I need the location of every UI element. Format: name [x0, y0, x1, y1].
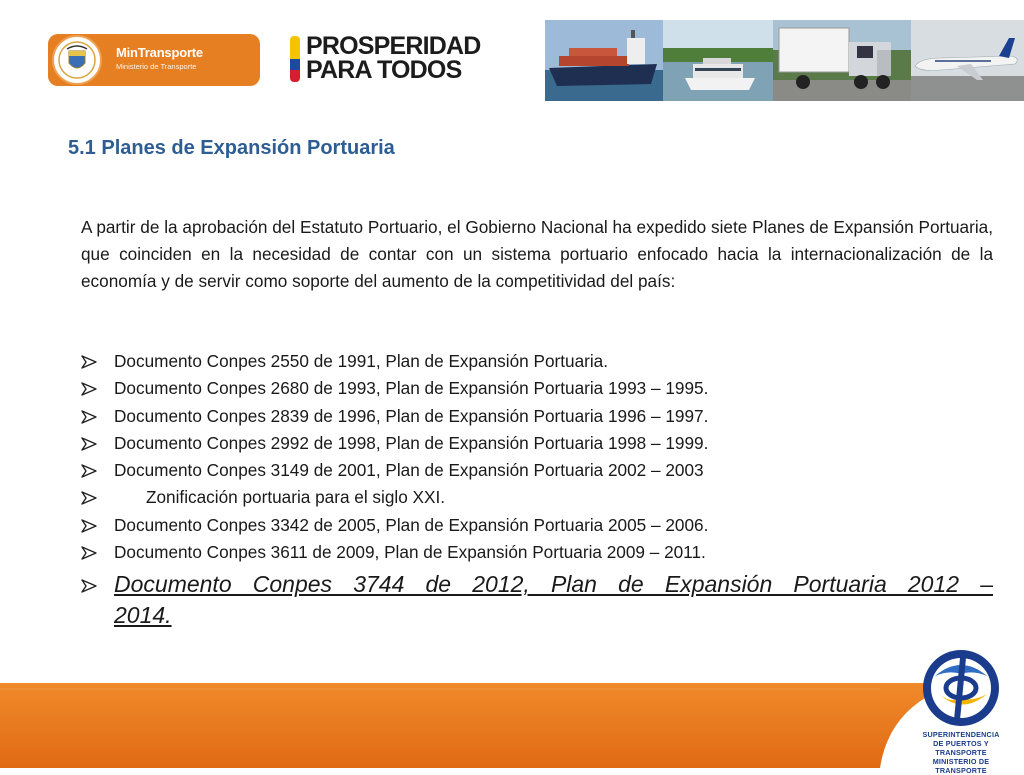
list-item — [81, 457, 993, 484]
list-item — [81, 403, 993, 430]
arrow-bullet-icon — [81, 355, 97, 369]
supertransporte-line-3: MINISTERIO DE TRANSPORTE — [932, 757, 990, 775]
arrow-bullet-icon — [81, 546, 97, 560]
campaign-line-2: PARA TODOS — [306, 56, 462, 84]
highlight-item-line-2: 2014. — [114, 602, 172, 629]
supertransporte-emblem-icon — [913, 646, 1009, 728]
mintransporte-logo — [48, 34, 260, 86]
supertransporte-wordmark — [908, 730, 1014, 775]
arrow-bullet-icon — [81, 579, 97, 593]
list-item-text: Documento Conpes 2550 de 1991, Plan de Expansión Portuaria. — [114, 351, 608, 371]
prosperidad-para-todos-logo — [290, 34, 500, 86]
ferry-photo — [663, 20, 773, 101]
colombia-coat-of-arms-icon — [52, 35, 102, 85]
supertransporte-line-2: DE PUERTOS Y TRANSPORTE — [933, 739, 989, 757]
arrow-bullet-icon — [81, 437, 97, 451]
list-item-text: Documento Conpes 2992 de 1998, Plan de Expansión Portuaria 1998 – 1999. — [114, 432, 709, 453]
arrow-bullet-icon — [81, 464, 97, 478]
slide-title: 5.1 Planes de Expansión Portuaria — [68, 137, 395, 159]
truck-photo — [773, 20, 911, 101]
ministry-name: MinTransporte — [116, 45, 203, 60]
colombia-flag-icon — [290, 36, 300, 82]
intro-paragraph: A partir de la aprobación del Estatuto Portuario, el Gobierno Nacional ha expedido siete Planes de Expansión Portuaria, que coinciden en la necesidad de contar con un sistema portuario enfocado hacia la internacionalización de la economía y de servir como soporte del aumento de la competitividad del país: — [81, 217, 993, 291]
conpes-document-list — [81, 348, 993, 631]
list-item — [81, 348, 993, 375]
ship-photo — [545, 20, 663, 101]
ministry-subtitle: Ministerio de Transporte — [116, 62, 197, 71]
list-item — [81, 430, 993, 457]
list-item-text: Documento Conpes 2839 de 1996, Plan de Expansión Portuaria 1996 – 1997. — [114, 405, 709, 426]
list-item-text: Documento Conpes 2680 de 1993, Plan de Expansión Portuaria 1993 – 1995. — [114, 378, 709, 399]
arrow-bullet-icon — [81, 410, 97, 424]
list-item — [81, 539, 993, 566]
arrow-bullet-icon — [81, 519, 97, 533]
campaign-line-1: PROSPERIDAD — [306, 32, 481, 60]
list-item-text: Documento Conpes 3611 de 2009, Plan de Expansión Portuaria 2009 – 2011. — [114, 542, 706, 563]
list-item-text: Documento Conpes 3342 de 2005, Plan de Expansión Portuaria 2005 – 2006. — [114, 514, 709, 535]
footer-orange-band — [0, 683, 1024, 768]
list-item — [81, 512, 993, 539]
transport-photo-strip — [545, 20, 1024, 101]
highlight-item-line-1: Documento Conpes 3744 de 2012, Plan de Expansión Portuaria 2012 – — [114, 571, 993, 598]
arrow-bullet-icon — [81, 382, 97, 396]
list-item — [81, 375, 993, 402]
supertransporte-line-1: SUPERINTENDENCIA — [922, 730, 1000, 739]
list-item-text: Documento Conpes 3149 de 2001, Plan de Expansión Portuaria 2002 – 2003 — [114, 460, 704, 481]
arrow-bullet-icon — [81, 491, 97, 505]
list-item-text: Zonificación portuaria para el siglo XXI. — [146, 487, 446, 508]
airplane-photo — [911, 20, 1024, 101]
highlight-list-item — [81, 569, 993, 631]
list-item — [81, 484, 993, 511]
slide-header — [0, 0, 1024, 110]
